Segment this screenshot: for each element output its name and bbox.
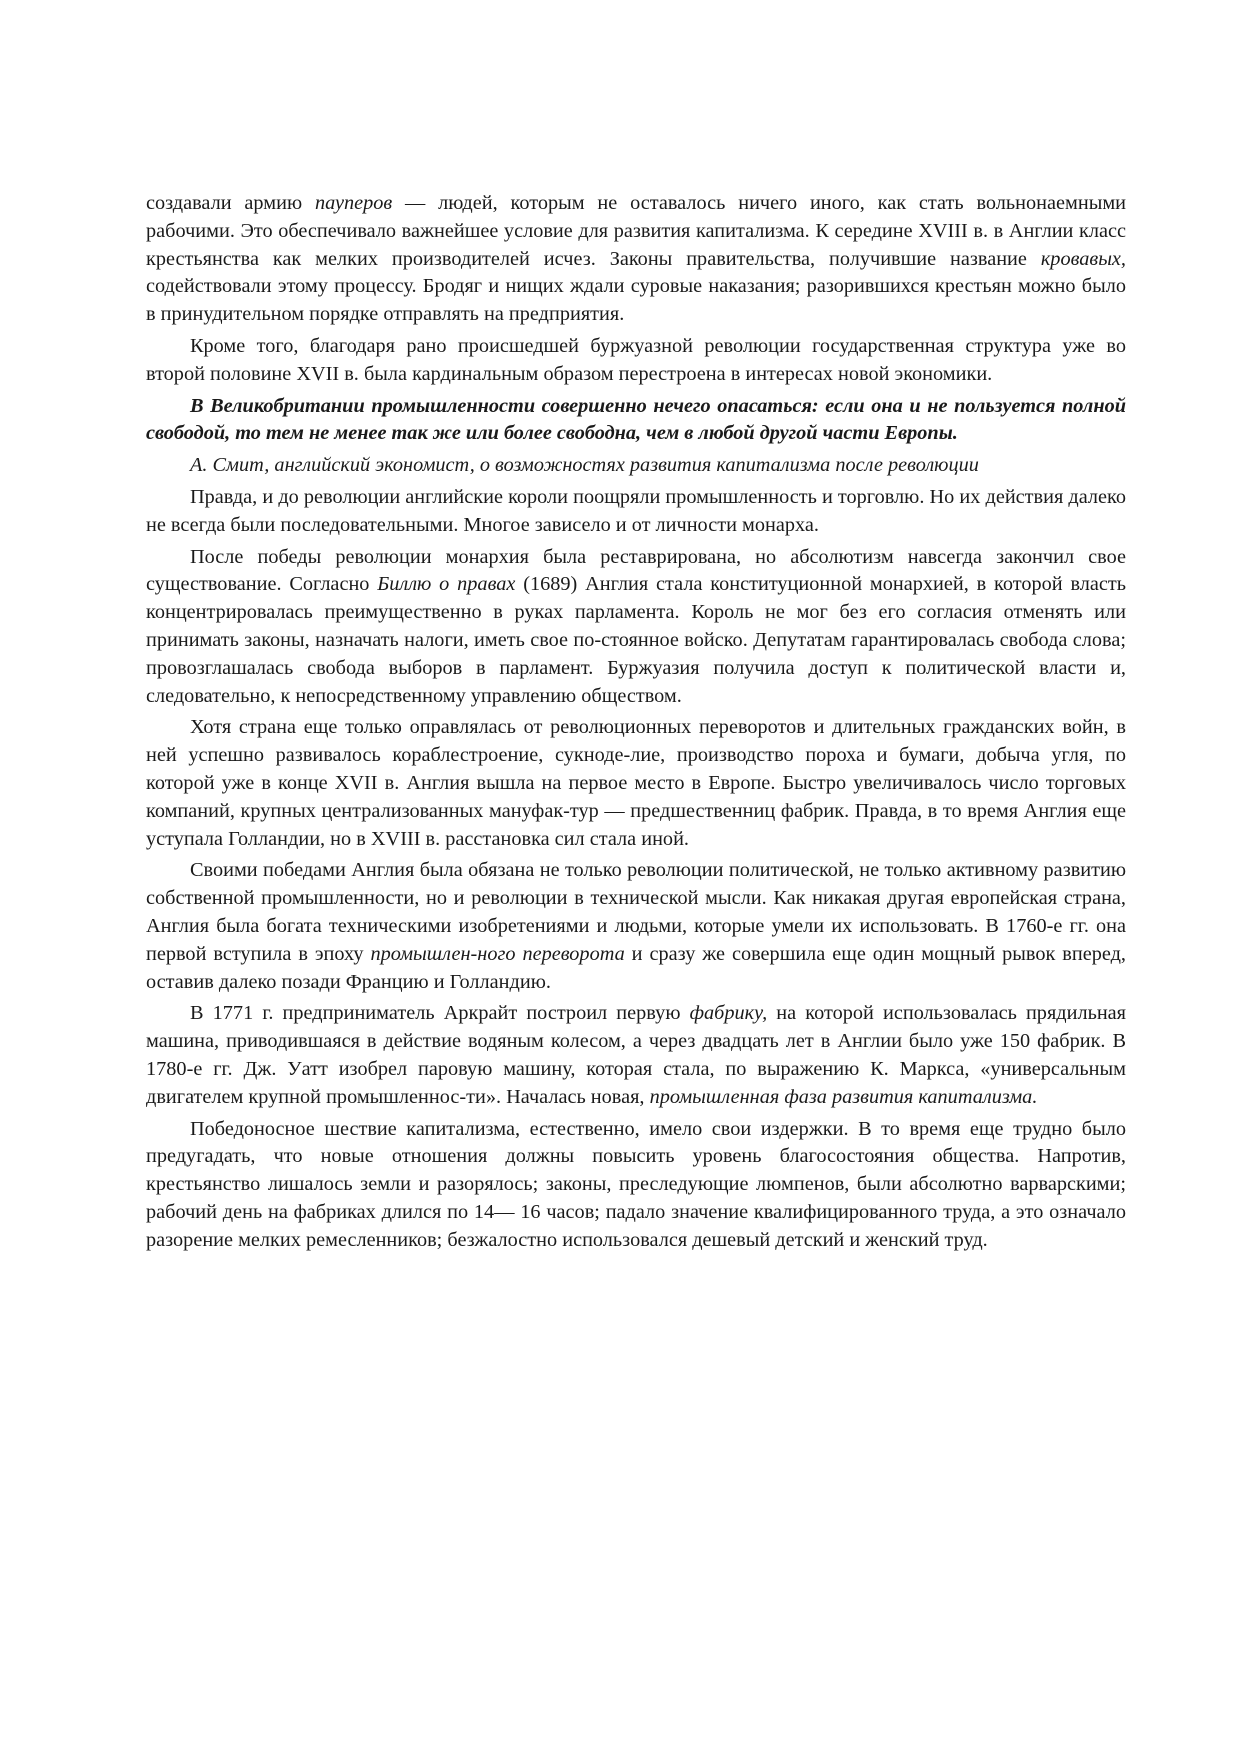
term-paupers: пауперов: [314, 192, 393, 214]
paragraph-2: Кроме того, благодаря рано происшедшей буржуазной революции государственная структура уже во второй половине XVII в. была кардинальным образом перестроена в интересах новой экономики.: [146, 334, 1126, 385]
term-industrial-phase: промышленная фаза развития капитализма.: [649, 1085, 1038, 1108]
term-bloody-laws: кровавых,: [1040, 247, 1126, 270]
paragraph-1: создавали армию пауперов — людей, которым не оставалось ничего иного, как стать вольнонаемными рабочими. Это обеспечивало важнейшее условие для развития капитализма. К середине XVIII в. в Англии класс крестьянства как мелких производителей исчез. Законы правительства, получившие название кровавых, содействовали этому процессу. Бродяг и нищих ждали суровые наказания; разорившихся крестьян можно было в принудительном порядке отправлять на предприятия.: [146, 192, 1127, 326]
quote-attribution: А. Смит, английский экономист, о возможностях развития капитализма после революции: [190, 454, 979, 477]
paragraph-3: Правда, и до революции английские короли поощряли промышленность и торговлю. Но их действия далеко не всегда были последовательными. Многое зависело и от личности монарха.: [146, 485, 1126, 536]
term-bill-of-rights: Биллю о правах: [377, 573, 516, 596]
quote: В Великобритании промышленности совершенно нечего опасаться: если она и не пользуется полной свободой, то тем не менее так же или более свободна, чем в любой другой части Европы.: [146, 394, 1126, 445]
paragraph-6: Своими победами Англия была обязана не только революции политической, не только активному развитию собственной промышленности, но и революции в технической мысли. Как никакая другая европейская страна, Англия была богата техническими изобретениями и людьми, которые умели их использовать. В 1760-е гг. она первой вступила в эпоху промышлен-ного переворота и сразу же совершила еще один мощный рывок вперед, оставив далеко позади Францию и Голландию.: [146, 859, 1126, 993]
paragraph-7: В 1771 г. предприниматель Аркрайт построил первую фабрику, на которой использовалась прядильная машина, приводившаяся в действие водяным колесом, а через двадцать лет в Англии было уже 150 фабрик. В 1780-е гг. Дж. Уатт изобрел паровую машину, которая стала, по выражению К. Маркса, «универсальным двигателем крупной промышленнос-ти». Началась новая, промышленная фаза развития капитализма.: [146, 1002, 1126, 1108]
paragraph-5: Хотя страна еще только оправлялась от революционных переворотов и длительных гражданских войн, в ней успешно развивалось кораблестроение, сукноде-лие, производство пороха и бумаги, добыча угля, по которой уже в конце XVII в. Англия вышла на первое место в Европе. Быстро увеличивалось число торговых компаний, крупных централизованных мануфак-тур — предшественниц фабрик. Правда, в то время Англия еще уступала Голландии, но в XVIII в. расстановка сил стала иной.: [146, 716, 1126, 850]
document-page: [146, 190, 1126, 1258]
term-industrial-revolution: промышлен-ного переворота: [370, 942, 625, 965]
paragraph-8: Победоносное шествие капитализма, естественно, имело свои издержки. В то время еще трудно было предугадать, что новые отношения должны повысить уровень благосостояния общества. Напротив, крестьянство лишалось земли и разорялось; законы, преследующие люмпенов, были абсолютно варварскими; рабочий день на фабриках длился по 14— 16 часов; падало значение квалифицированного труда, а это означало разорение мелких ремесленников; безжалостно использовался дешевый детский и женский труд.: [146, 1117, 1126, 1251]
term-factory: фабрику,: [689, 1002, 768, 1025]
paragraph-4: После победы революции монархия была реставрирована, но абсолютизм навсегда закончил свое существование. Согласно Биллю о правах (1689) Англия стала конституционной монархией, в которой власть концентрировалась преимущественно в руках парламента. Король не мог без его согласия отменять или принимать законы, назначать налоги, иметь свое по-стоянное войско. Депутатам гарантировалась свобода слова; провозглашалась свобода выборов в парламент. Буржуазия получила доступ к политической власти и, следовательно, к непосредственному управлению обществом.: [146, 545, 1126, 707]
